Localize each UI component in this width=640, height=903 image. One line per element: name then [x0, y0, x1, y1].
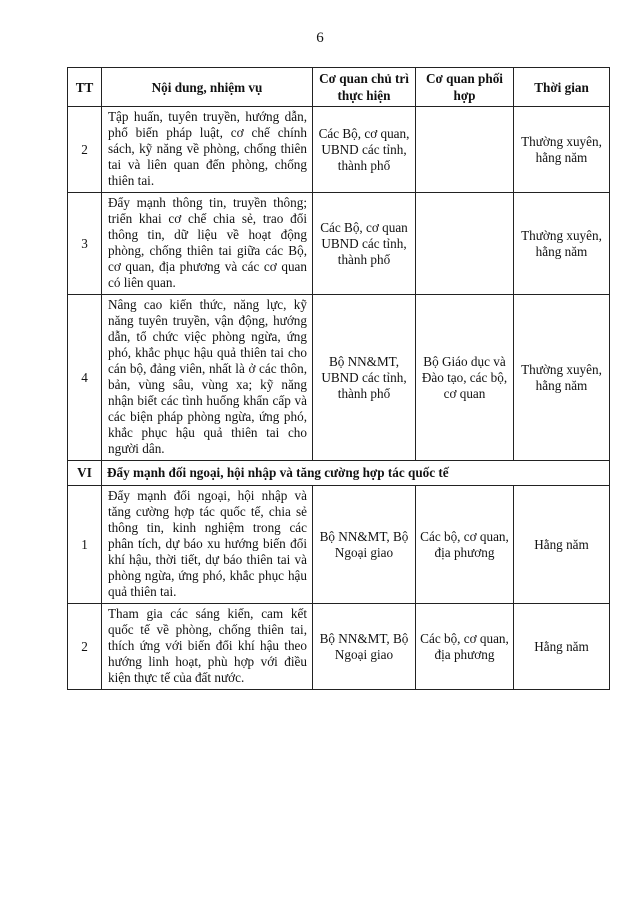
row-lead-agency: Bộ NN&MT, Bộ Ngoại giao: [313, 486, 416, 604]
row-time: Thường xuyên, hằng năm: [514, 295, 610, 461]
header-lead-agency: Cơ quan chủ trì thực hiện: [313, 68, 416, 107]
row-coordinating-agency: [416, 193, 514, 295]
table-row: [68, 486, 610, 604]
row-coordinating-agency: Bộ Giáo dục và Đào tạo, các bộ, cơ quan: [416, 295, 514, 461]
header-tt: TT: [68, 68, 102, 107]
row-content: Đẩy mạnh đối ngoại, hội nhập và tăng cường hợp tác quốc tế, chia sẻ thông tin, kinh nghiệm trong các phân tích, dự báo xu hướng biến đổi khí hậu, thời tiết, dự báo thiên tai và phòng ngừa, ứng phó, khắc phục hậu quả thiên tai.: [102, 486, 313, 604]
section-title: Đẩy mạnh đối ngoại, hội nhập và tăng cường hợp tác quốc tế: [102, 461, 610, 486]
table-row: [68, 193, 610, 295]
row-content: Nâng cao kiến thức, năng lực, kỹ năng tuyên truyền, vận động, hướng dẫn, tổ chức việc phòng ngừa, ứng phó, khắc phục hậu quả thiên tai cho cán bộ, đảng viên, nhất là ở các thôn, bản, vùng sâu, vùng xa; kỹ năng nhận biết các tình huống khẩn cấp và các biện pháp phòng ngừa, ứng phó, khắc phục hậu quả thiên tai cho người dân.: [102, 295, 313, 461]
task-table: [67, 67, 610, 690]
row-time: Thường xuyên, hằng năm: [514, 107, 610, 193]
header-coordinating-agency: Cơ quan phối hợp: [416, 68, 514, 107]
row-time: Hằng năm: [514, 486, 610, 604]
row-coordinating-agency: [416, 107, 514, 193]
row-number: 4: [68, 295, 102, 461]
row-coordinating-agency: Các bộ, cơ quan, địa phương: [416, 604, 514, 690]
page-number: 6: [316, 30, 324, 46]
table-row: [68, 604, 610, 690]
row-coordinating-agency: Các bộ, cơ quan, địa phương: [416, 486, 514, 604]
row-number: 2: [68, 604, 102, 690]
row-number: 2: [68, 107, 102, 193]
table-row: [68, 107, 610, 193]
row-content: Tập huấn, tuyên truyền, hướng dẫn, phổ biến pháp luật, cơ chế chính sách, kỹ năng về phòng, chống thiên tai và liên quan đến phòng, chống thiên tai.: [102, 107, 313, 193]
row-lead-agency: Các Bộ, cơ quan, UBND các tỉnh, thành phố: [313, 107, 416, 193]
row-lead-agency: Bộ NN&MT, Bộ Ngoại giao: [313, 604, 416, 690]
row-content: Đẩy mạnh thông tin, truyền thông; triển khai cơ chế chia sẻ, trao đổi thông tin, dữ liệu về hoạt động phòng, chống thiên tai giữa các Bộ, cơ quan, địa phương và các cơ quan có liên quan.: [102, 193, 313, 295]
section-number: VI: [68, 461, 102, 486]
row-time: Hằng năm: [514, 604, 610, 690]
header-content: Nội dung, nhiệm vụ: [102, 68, 313, 107]
table-row: [68, 295, 610, 461]
row-content: Tham gia các sáng kiến, cam kết quốc tế về phòng, chống thiên tai, thích ứng với biến đổi khí hậu theo hướng linh hoạt, phù hợp với điều kiện thực tế của đất nước.: [102, 604, 313, 690]
row-number: 3: [68, 193, 102, 295]
table-header-row: [68, 68, 610, 107]
row-time: Thường xuyên, hằng năm: [514, 193, 610, 295]
header-time: Thời gian: [514, 68, 610, 107]
section-row: [68, 461, 610, 486]
row-number: 1: [68, 486, 102, 604]
row-lead-agency: Bộ NN&MT, UBND các tỉnh, thành phố: [313, 295, 416, 461]
row-lead-agency: Các Bộ, cơ quan UBND các tỉnh, thành phố: [313, 193, 416, 295]
